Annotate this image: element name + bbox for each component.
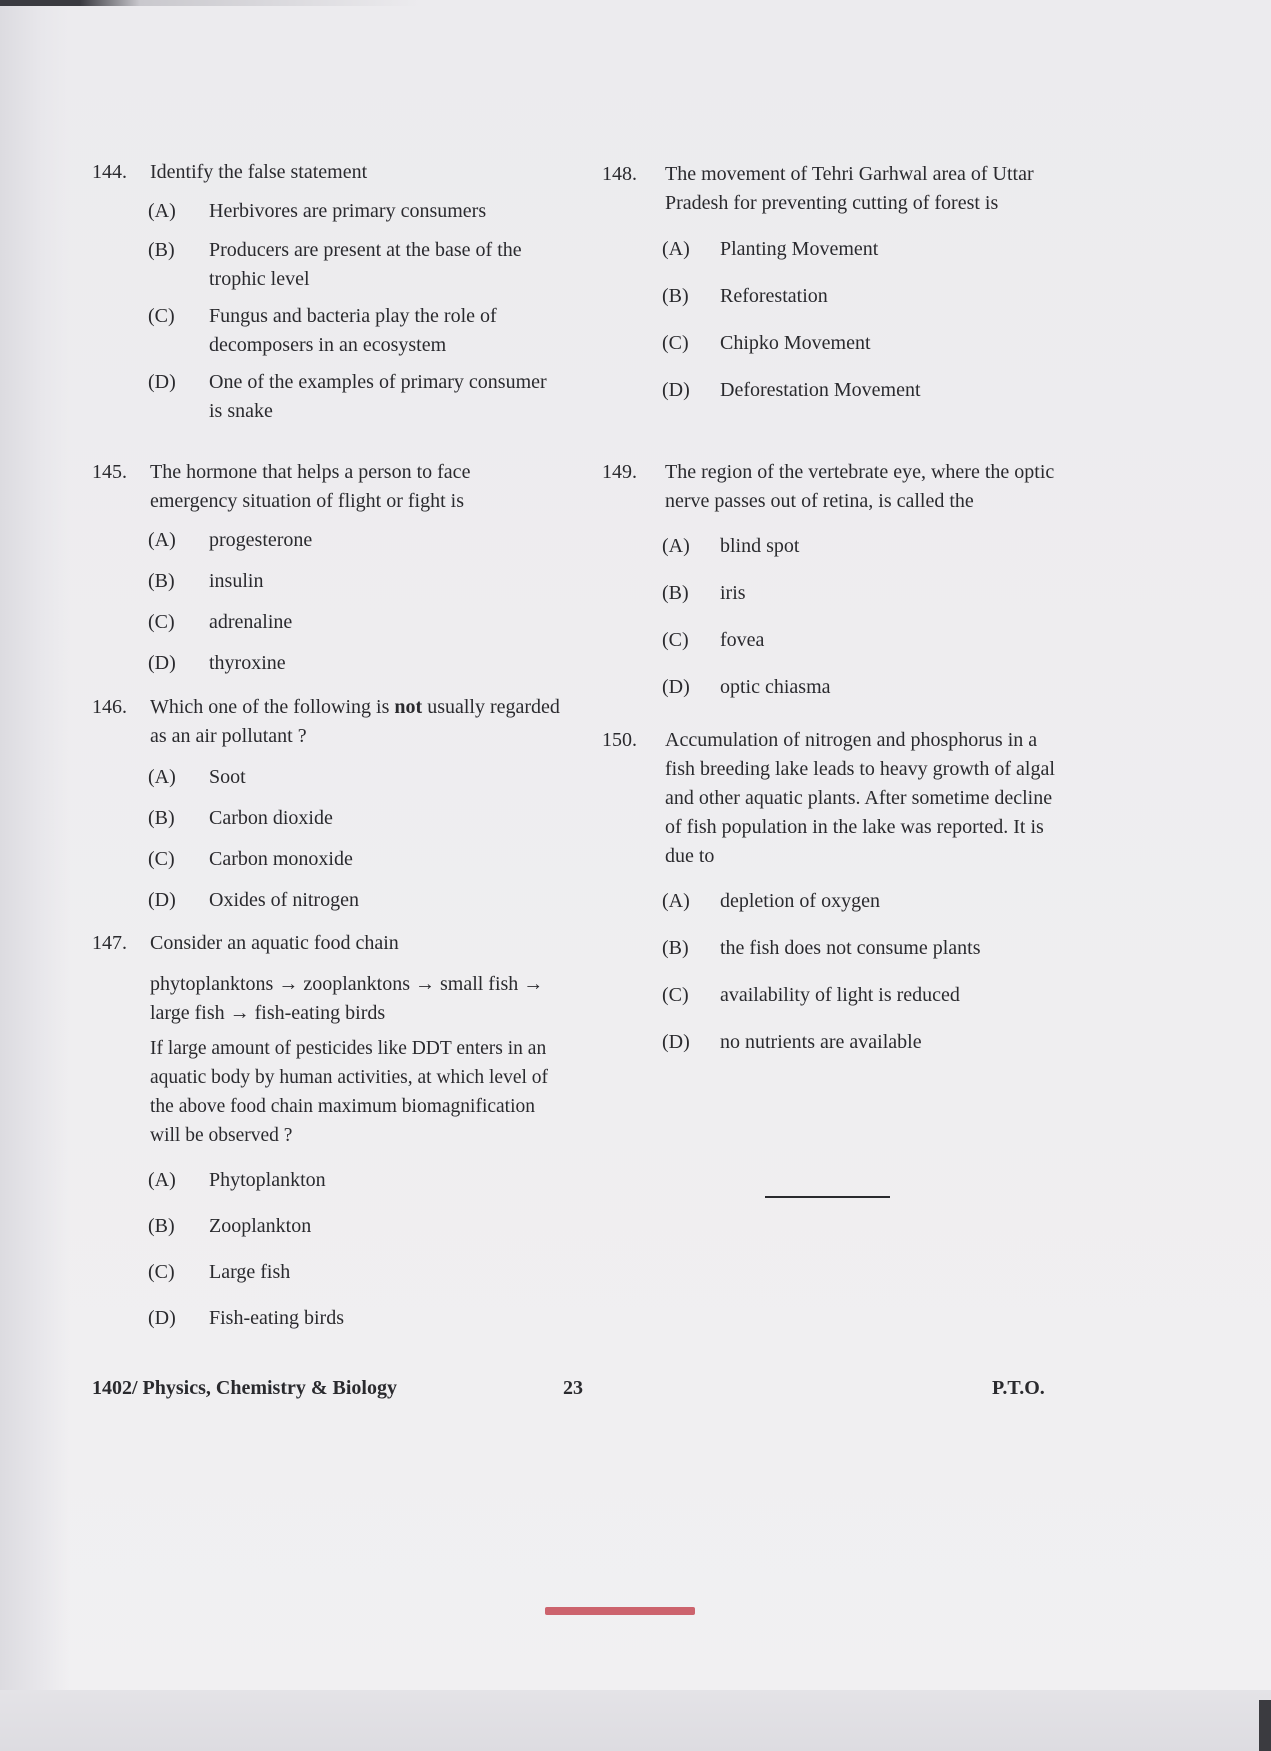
question-stem: The movement of Tehri Garhwal area of Uttar Pradesh for preventing cutting of forest is (665, 163, 1034, 214)
option-a: (A) Soot (148, 766, 246, 788)
option-d: (D) One of the examples of primary consumer is snake (148, 371, 547, 422)
option-d: (D) Fish-eating birds (148, 1307, 344, 1329)
option-d: (D) Deforestation Movement (662, 379, 921, 401)
question-stem: The region of the vertebrate eye, where the optic nerve passes out of retina, is called the (665, 461, 1055, 512)
option-d: (D) Oxides of nitrogen (148, 889, 359, 911)
scan-top-edge (0, 0, 1271, 6)
option-c: (C) availability of light is reduced (662, 984, 960, 1006)
option-b: (B) the fish does not consume plants (662, 937, 981, 959)
option-b: (B) iris (662, 582, 746, 604)
option-b: (B) Zooplankton (148, 1215, 312, 1237)
question-stem: Identify the false statement (150, 161, 368, 183)
scan-left-edge (0, 0, 70, 1751)
option-a: (A) progesterone (148, 529, 313, 551)
footer-page-number: 23 (563, 1377, 583, 1399)
option-b: (B) Reforestation (662, 285, 828, 307)
food-chain: phytoplanktons → zooplanktons → small fish → large fish → fish-eating birds (150, 973, 544, 1024)
option-a: (A) blind spot (662, 535, 800, 557)
option-a: (A) Phytoplankton (148, 1169, 326, 1191)
option-d: (D) optic chiasma (662, 676, 831, 698)
option-d: (D) thyroxine (148, 652, 286, 674)
option-a: (A) depletion of oxygen (662, 890, 880, 912)
question-number: 148. (602, 163, 637, 185)
question-number: 149. (602, 461, 637, 483)
option-c: (C) Large fish (148, 1261, 291, 1283)
question-stem: Consider an aquatic food chain (150, 932, 399, 954)
footer-paper-code: 1402/ Physics, Chemistry & Biology (92, 1377, 397, 1399)
option-c: (C) Chipko Movement (662, 332, 871, 354)
option-a: (A) Herbivores are primary consumers (148, 200, 487, 222)
option-c: (C) Carbon monoxide (148, 848, 353, 870)
question-148 (602, 160, 1072, 405)
question-paragraph: If large amount of pesticides like DDT enters in an aquatic body by human activities, at which level of the above food chain maximum biomagnification will be observed ? (150, 1038, 549, 1146)
option-d: (D) no nutrients are available (662, 1031, 922, 1053)
question-number: 144. (92, 161, 127, 183)
end-of-section-rule (765, 1196, 890, 1198)
question-146: 146. Which one of the following is not usually regarded as an air pollutant ? (A) Soot (B) Carbon dioxide (C) Carbon monoxide (D) Oxides of nitrogen (92, 693, 562, 915)
option-c: (C) Fungus and bacteria play the role of decomposers in an ecosystem (148, 305, 497, 356)
question-number: 146. (92, 696, 127, 718)
option-a: (A) Planting Movement (662, 238, 879, 260)
question-149 (602, 458, 1072, 702)
question-stem: Accumulation of nitrogen and phosphorus in a fish breeding lake leads to heavy growth of algal and other aquatic plants. After sometime decline of fish population in the lake was reported. It is due to (665, 729, 1055, 867)
scan-right-edge (1259, 1700, 1271, 1751)
question-147 (92, 929, 562, 1333)
option-b: (B) insulin (148, 570, 264, 592)
option-c: (C) fovea (662, 629, 765, 651)
scan-page-fold (0, 1690, 1271, 1751)
option-b: (B) Producers are present at the base of the trophic level (148, 239, 522, 290)
question-number: 145. (92, 461, 127, 483)
question-144 (92, 158, 562, 426)
option-b: (B) Carbon dioxide (148, 807, 333, 829)
question-150 (602, 726, 1072, 1057)
footer-pto: P.T.O. (992, 1377, 1045, 1399)
red-marker-stroke (545, 1607, 695, 1615)
question-number: 150. (602, 729, 637, 751)
question-145 (92, 458, 562, 678)
emphasis-not: not (394, 696, 423, 718)
question-stem: The hormone that helps a person to face emergency situation of flight or fight is (150, 461, 471, 512)
option-c: (C) adrenaline (148, 611, 293, 633)
question-number: 147. (92, 932, 127, 954)
